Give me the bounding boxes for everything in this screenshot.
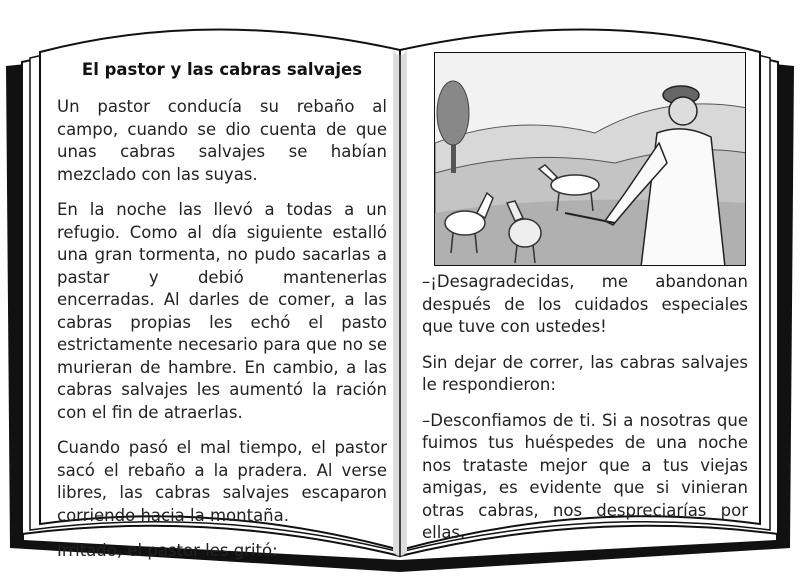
paragraph: Sin dejar de correr, las cabras salvajes le respondieron: <box>422 352 748 394</box>
right-page-text <box>422 271 748 558</box>
shepherd-and-goats-illustration <box>434 52 746 266</box>
paragraph: –¡Desagradecidas, me abandonan después de los cuidados especiales que tuve con ustedes! <box>422 272 748 336</box>
paragraph: Cuando pasó el mal tiempo, el pastor sacó el rebaño a la pradera. Al verse libres, las cabras salvajes escaparon corriendo hacia la montaña. <box>57 438 387 525</box>
paragraph: Un pastor conducía su rebaño al campo, cuando se dio cuenta de que unas cabras salvajes se habían mezclado con las suyas. <box>57 97 387 184</box>
paragraph: Irritado, el pastor les gritó: <box>57 541 278 560</box>
paragraph: En la noche las llevó a todas a un refugio. Como al día siguiente estalló una gran tormenta, no pudo sacarlas a pastar y debió mantenerlas encerradas. Al darles de comer, a las cabras propias les echó el pasto estrictamente necesario para que no se murieran de hambre. En cambio, a las cabras salvajes les aumentó la ración con el fin de atraerlas. <box>57 200 387 422</box>
paragraph: –Desconfiamos de ti. Si a nosotras que fuimos tus huéspedes de una noche nos trataste mejor que a tus viejas amigas, es evidente que si vinieran otras cabras, nos despreciarías por ellas. <box>422 410 748 542</box>
story-title: El pastor y las cabras salvajes <box>81 60 363 79</box>
left-page-text <box>57 96 387 576</box>
